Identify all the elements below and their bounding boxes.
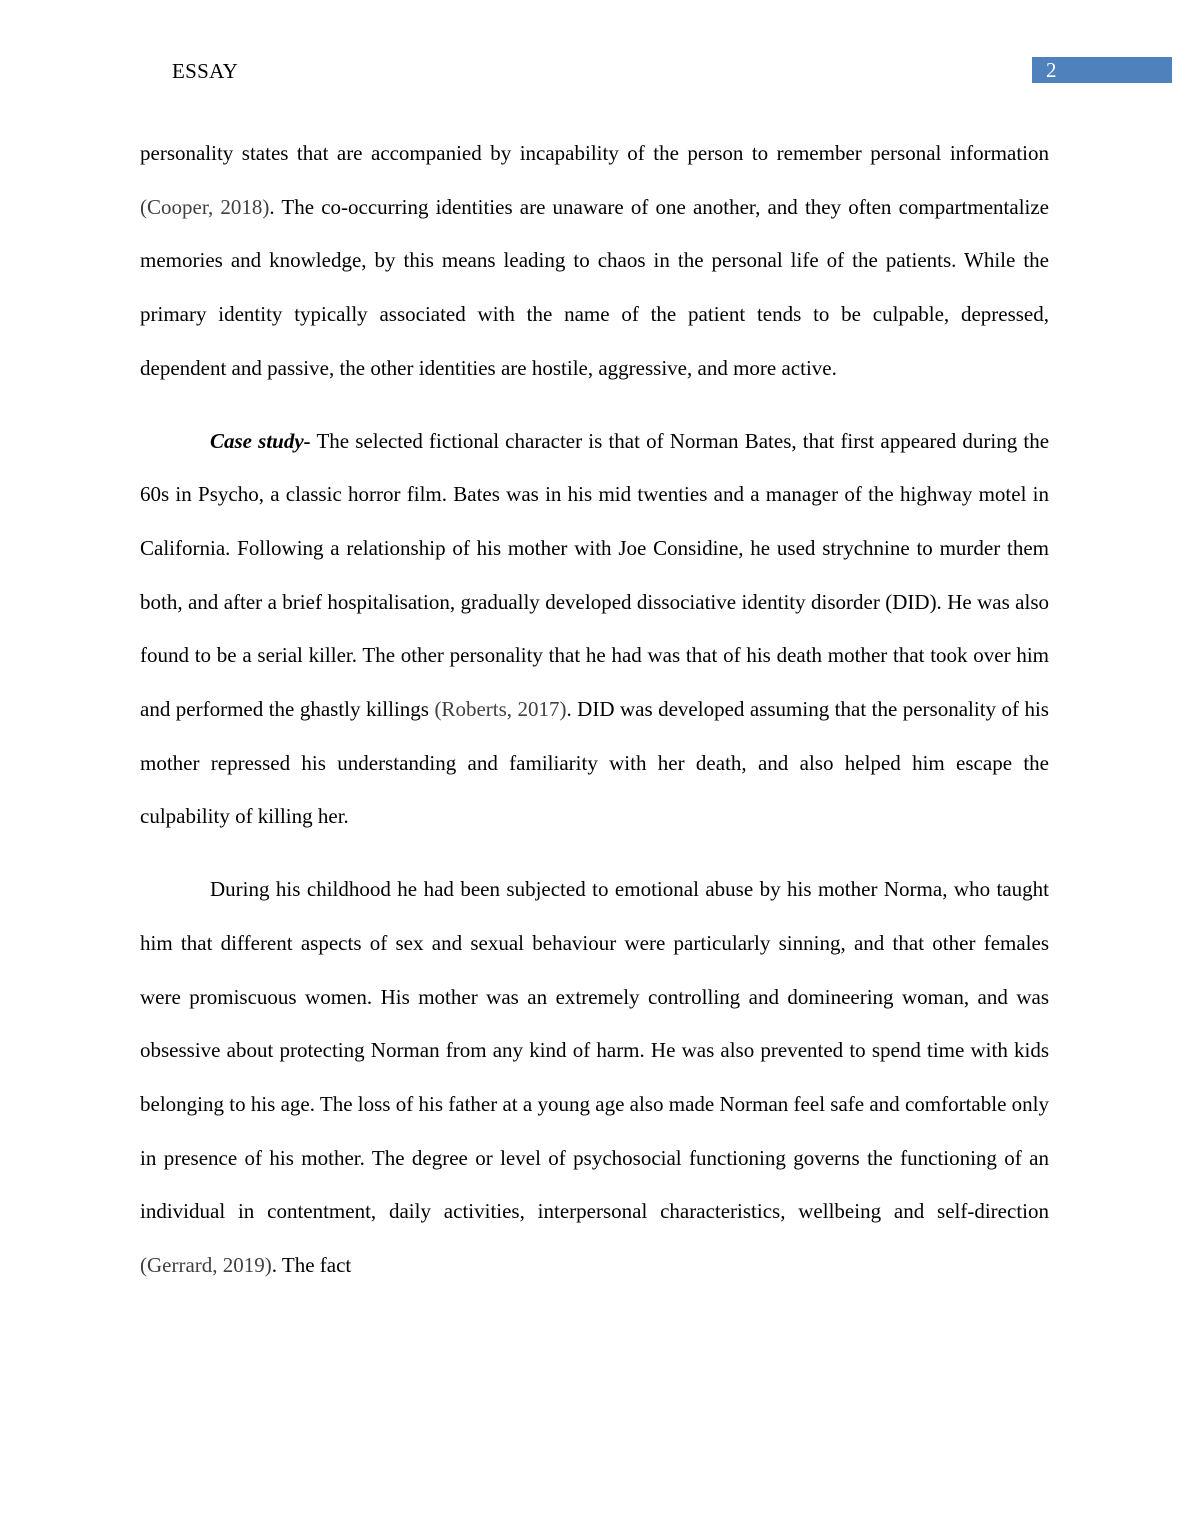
paragraph-text: . DID was developed assuming that the personality of his mother repressed his understanding and familiarity with her death, and also helped him escape the culpability of killing her. xyxy=(140,697,1049,829)
citation-roberts: (Roberts, 2017) xyxy=(434,697,567,722)
paragraph-text: The selected fictional character is that of Norman Bates, that first appeared during the 60s in Psycho, a classic horror film. Bates was in his mid twenties and a manager of the highway motel in California. Following a relationship of his mother with Joe Considine, he used strychnine to murder them both, and after a brief hospitalisation, gradually developed dissociative identity disorder (DID). He was also found to be a serial killer. The other personality that he had was that of his death mother that took over him and performed the ghastly killings xyxy=(140,428,1050,722)
document-body xyxy=(140,127,1049,1312)
page-number-badge xyxy=(1032,57,1172,83)
paragraph-intro-continuation xyxy=(140,127,1049,396)
page-number: 2 xyxy=(1046,58,1057,82)
running-header-title: ESSAY xyxy=(172,59,239,83)
case-study-heading: Case study- xyxy=(210,428,311,453)
paragraph-text: personality states that are accompanied by incapability of the person to remember personal information xyxy=(140,141,1049,165)
paragraph-childhood xyxy=(140,863,1049,1293)
citation-gerrard: (Gerrard, 2019) xyxy=(140,1253,272,1278)
paragraph-case-study xyxy=(140,415,1049,845)
paragraph-text: During his childhood he had been subjected to emotional abuse by his mother Norma, who taught him that different aspects of sex and sexual behaviour were particularly sinning, and that other females were promiscuous women. His mother was an extremely controlling and domineering woman, and was obsessive about protecting Norman from any kind of harm. He was also prevented to spend time with kids belonging to his age. The loss of his father at a young age also made Norman feel safe and comfortable only in presence of his mother. The degree or level of psychosocial functioning governs the functioning of an individual in contentment, daily activities, interpersonal characteristics, wellbeing and self-direction xyxy=(140,877,1049,1224)
paragraph-text: . The co-occurring identities are unaware of one another, and they often compartmentalize memories and knowledge, by this means leading to chaos in the personal life of the patients. While the primary identity typically associated with the name of the patient tends to be culpable, depressed, dependent and passive, the other identities are hostile, aggressive, and more active. xyxy=(140,194,1050,380)
paragraph-text: . The fact xyxy=(271,1253,352,1278)
citation-cooper: (Cooper, 2018) xyxy=(140,194,270,219)
